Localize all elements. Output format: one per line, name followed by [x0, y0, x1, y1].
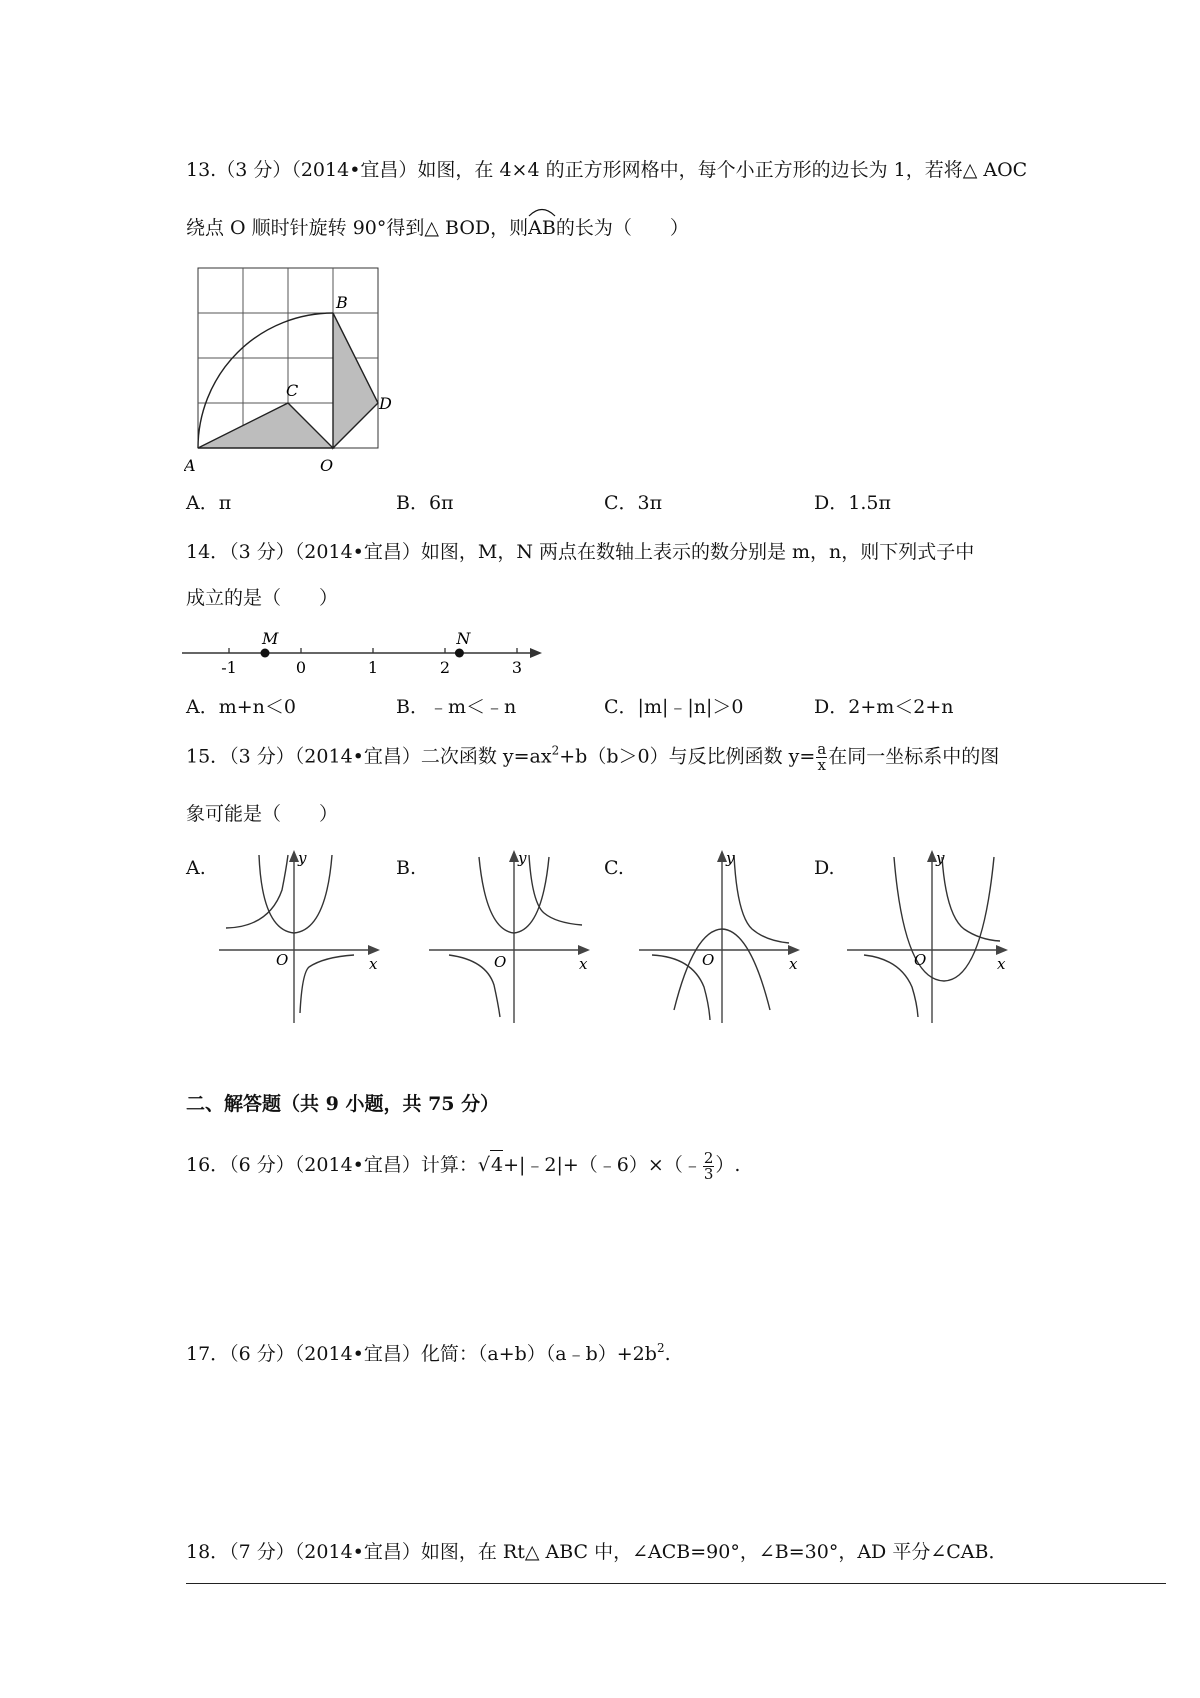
q13-line2-pre: 绕点 O 顺时针旋转 90°得到△ BOD，则 [186, 217, 529, 239]
q14-option-a: A．m+n＜0 [186, 696, 296, 718]
svg-text:O: O [702, 951, 715, 969]
q15-line2: 象可能是（ ） [186, 803, 339, 825]
svg-text:y: y [298, 849, 307, 867]
q15-option-c-label: C. [604, 857, 624, 879]
arc-symbol-icon [527, 205, 557, 217]
q15-option-b-label: B. [396, 857, 417, 879]
q15-exponent: 2 [551, 743, 560, 758]
parabola [259, 855, 332, 933]
q13-line1: 13.（3 分）（2014•宜昌）如图，在 4×4 的正方形网格中，每个小正方形的边长为 1，若将△ AOC [186, 159, 1028, 181]
q13-line2-post: 的长为（ ） [555, 217, 689, 239]
hyperbola-branch [942, 857, 1000, 941]
q18-line: 18．（7 分）（2014•宜昌）如图，在 Rt△ ABC 中，∠ACB=90°，∠B=30°，AD 平分∠CAB． [186, 1541, 1008, 1563]
label-d: D [379, 394, 392, 413]
x-arrow-icon [368, 945, 380, 955]
number-line-tick-label: 0 [295, 658, 307, 677]
q15-option-a-label: A. [186, 857, 206, 879]
q13-line2 [186, 214, 689, 242]
hyperbola-branch [864, 955, 918, 1017]
number-line-tick-label: 3 [511, 658, 523, 677]
q14-line1: 14．（3 分）（2014•宜昌）如图，M，N 两点在数轴上表示的数分别是 m，n，则下列式子中 [186, 541, 975, 563]
svg-text:y: y [936, 849, 945, 867]
q15-graph-c [634, 845, 804, 1025]
section2-title: 二、解答题（共 9 小题，共 75 分） [186, 1093, 500, 1115]
hyperbola-branch [734, 855, 789, 943]
q13-grid-figure [184, 262, 394, 482]
q14-option-b: B．﹣m＜﹣n [396, 696, 517, 718]
number-line-tick-label: 1 [367, 658, 379, 677]
svg-text:y: y [726, 849, 735, 867]
svg-text:x: x [789, 955, 798, 973]
number-line-tick-label: -1 [221, 658, 237, 677]
q14-option-c: C．|m|﹣|n|＞0 [604, 696, 744, 718]
q13-option-d: D．1.5π [814, 492, 891, 514]
svg-text:O: O [494, 953, 507, 971]
q17-line: 17．（6 分）（2014•宜昌）化简：$(a+b)(a﹣b)+2b^2$. [186, 1341, 671, 1365]
q15-option-d-label: D. [814, 857, 835, 879]
svg-text:O: O [914, 951, 927, 969]
q13-option-b: B．6π [396, 492, 454, 514]
svg-text:y: y [518, 849, 527, 867]
svg-text:x: x [369, 955, 378, 973]
triangle-bod [333, 313, 378, 448]
q14-number-line [180, 626, 550, 682]
number-line-point-n [455, 649, 464, 658]
q15-line1: 15．（3 分）（2014•宜昌）二次函数 $y=ax^2+b(b>0)$与反比例函数 y= $\frac{a}{x}$ 在同一坐标系中的图 [186, 740, 1000, 774]
hyperbola-branch [449, 955, 500, 1017]
q13-option-c: C．3π [604, 492, 663, 514]
x-arrow-icon [996, 945, 1008, 955]
sqrt-icon: √ [477, 1154, 490, 1176]
q14-option-d: D．2+m＜2+n [814, 696, 954, 718]
q13-option-a: A．π [186, 492, 232, 514]
label-o: O [320, 456, 334, 475]
number-line-point-label: M [262, 629, 279, 648]
number-line-tick-label: 2 [439, 658, 451, 677]
hyperbola-branch [300, 955, 354, 1013]
label-a: A [184, 456, 196, 475]
label-c: C [286, 381, 299, 400]
number-line-arrow-icon [530, 648, 542, 658]
svg-text:O: O [276, 951, 289, 969]
q16-sqrt: 4 [490, 1150, 503, 1179]
q16-line: 16．（6 分）（2014•宜昌）计算：√4+|﹣2|+（﹣6）×（﹣ $\frac{2}{3}$ ）. [186, 1148, 741, 1183]
q14-line2: 成立的是（ ） [186, 587, 339, 609]
svg-text:x: x [997, 955, 1006, 973]
number-line-point-label: N [456, 629, 471, 648]
hyperbola-branch [226, 855, 288, 928]
q15-graph-a [214, 845, 384, 1025]
q15-graph-b [424, 845, 594, 1025]
x-arrow-icon [578, 945, 590, 955]
triangle-aoc [198, 403, 333, 448]
footer-rule [186, 1583, 1166, 1584]
label-b: B [336, 293, 348, 312]
svg-text:x: x [579, 955, 588, 973]
hyperbola-branch [529, 855, 582, 925]
q15-graph-d [842, 845, 1012, 1025]
number-line-point-m [261, 649, 270, 658]
x-arrow-icon [788, 945, 800, 955]
q13-arc-ab: AB [528, 214, 556, 242]
q15-fraction-a-over-x: $\frac{a}{x}$ [817, 740, 827, 774]
q16-fraction: $\frac{2}{3}$ [703, 1148, 714, 1183]
